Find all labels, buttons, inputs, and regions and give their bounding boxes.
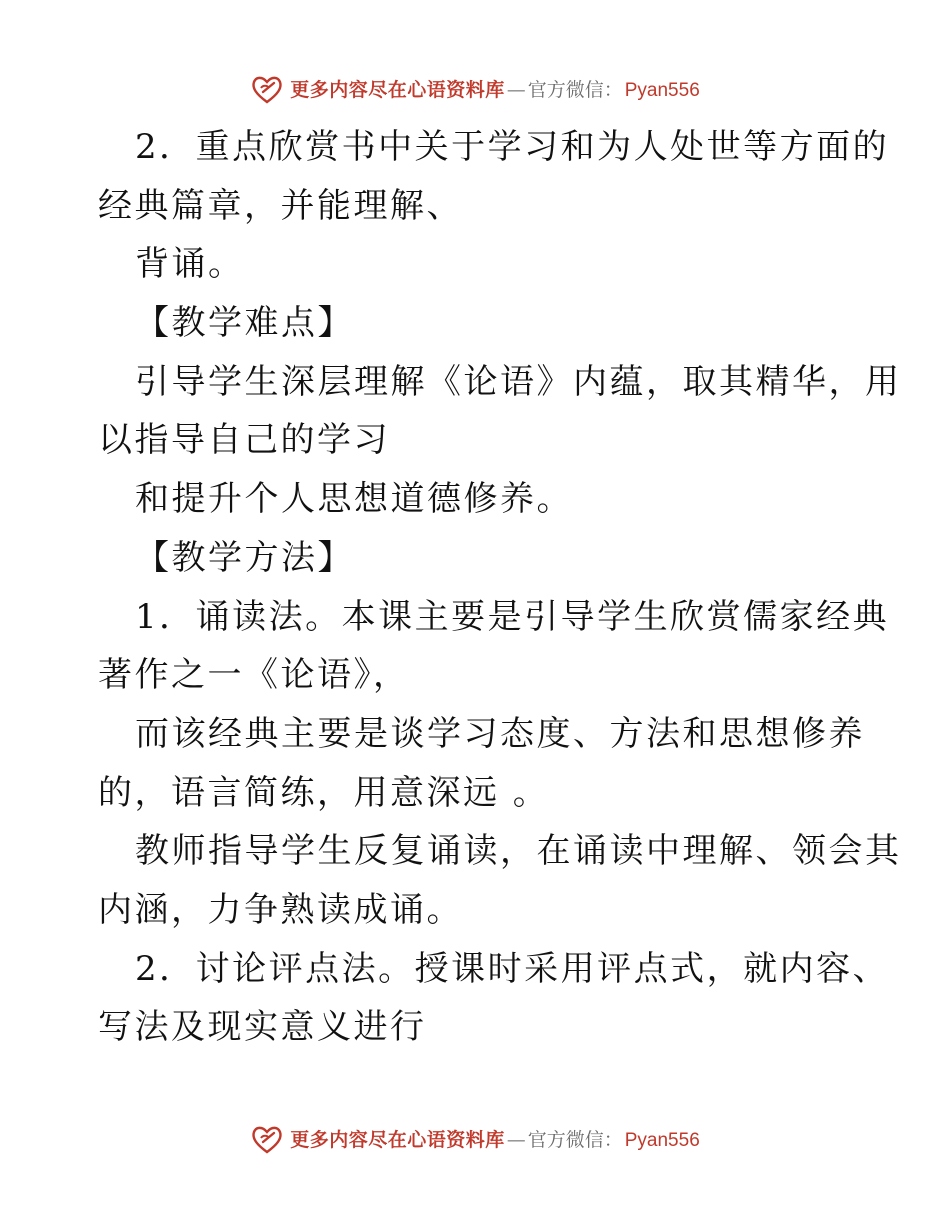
footer-banner-text xyxy=(290,1128,700,1151)
banner-wechat-id: Pyan556 xyxy=(624,79,700,101)
text-line: 【教学方法】 xyxy=(135,537,354,578)
banner-wechat-label: 官方微信： xyxy=(527,1128,623,1151)
text-line: 【教学难点】 xyxy=(135,303,354,344)
text-line: 著作之一《论语》， xyxy=(98,655,410,696)
text-line: 的，语言简练，用意深远 。 xyxy=(98,772,550,813)
text-line: 引导学生深层理解《论语》内蕴，取其精华，用 xyxy=(135,361,902,402)
header-banner-inner xyxy=(250,73,700,107)
text-line: 经典篇章，并能理解、 xyxy=(98,185,463,226)
heart-logo-icon xyxy=(250,1123,284,1157)
banner-site-name: 更多内容尽在心语资料库 xyxy=(290,1128,505,1151)
text-line: 写法及现实意义进行 xyxy=(98,1007,427,1048)
header-banner xyxy=(0,70,950,110)
footer-banner xyxy=(0,1120,950,1160)
document-body xyxy=(98,118,902,1057)
banner-site-name: 更多内容尽在心语资料库 xyxy=(290,78,505,101)
text-line: 和提升个人思想道德修养。 xyxy=(135,479,573,520)
heart-logo-icon xyxy=(250,73,284,107)
text-line: 2．讨论评点法。授课时采用评点式，就内容、 xyxy=(135,948,890,989)
text-line: 背诵。 xyxy=(135,244,245,285)
banner-dash: — xyxy=(506,1128,526,1151)
footer-banner-inner xyxy=(250,1123,700,1157)
text-line: 内涵，力争熟读成诵。 xyxy=(98,889,463,930)
banner-dash: — xyxy=(506,78,526,101)
text-line: 2．重点欣赏书中关于学习和为人处世等方面的 xyxy=(135,127,890,167)
banner-wechat-label: 官方微信： xyxy=(527,78,623,101)
banner-wechat-id: Pyan556 xyxy=(624,1129,700,1151)
header-banner-text xyxy=(290,78,700,101)
text-line: 而该经典主要是谈学习态度、方法和思想修养 xyxy=(135,713,865,754)
text-line: 以指导自己的学习 xyxy=(98,420,390,461)
text-line: 1．诵读法。本课主要是引导学生欣赏儒家经典 xyxy=(135,596,890,637)
text-line: 教师指导学生反复诵读，在诵读中理解、领会其 xyxy=(135,831,902,872)
